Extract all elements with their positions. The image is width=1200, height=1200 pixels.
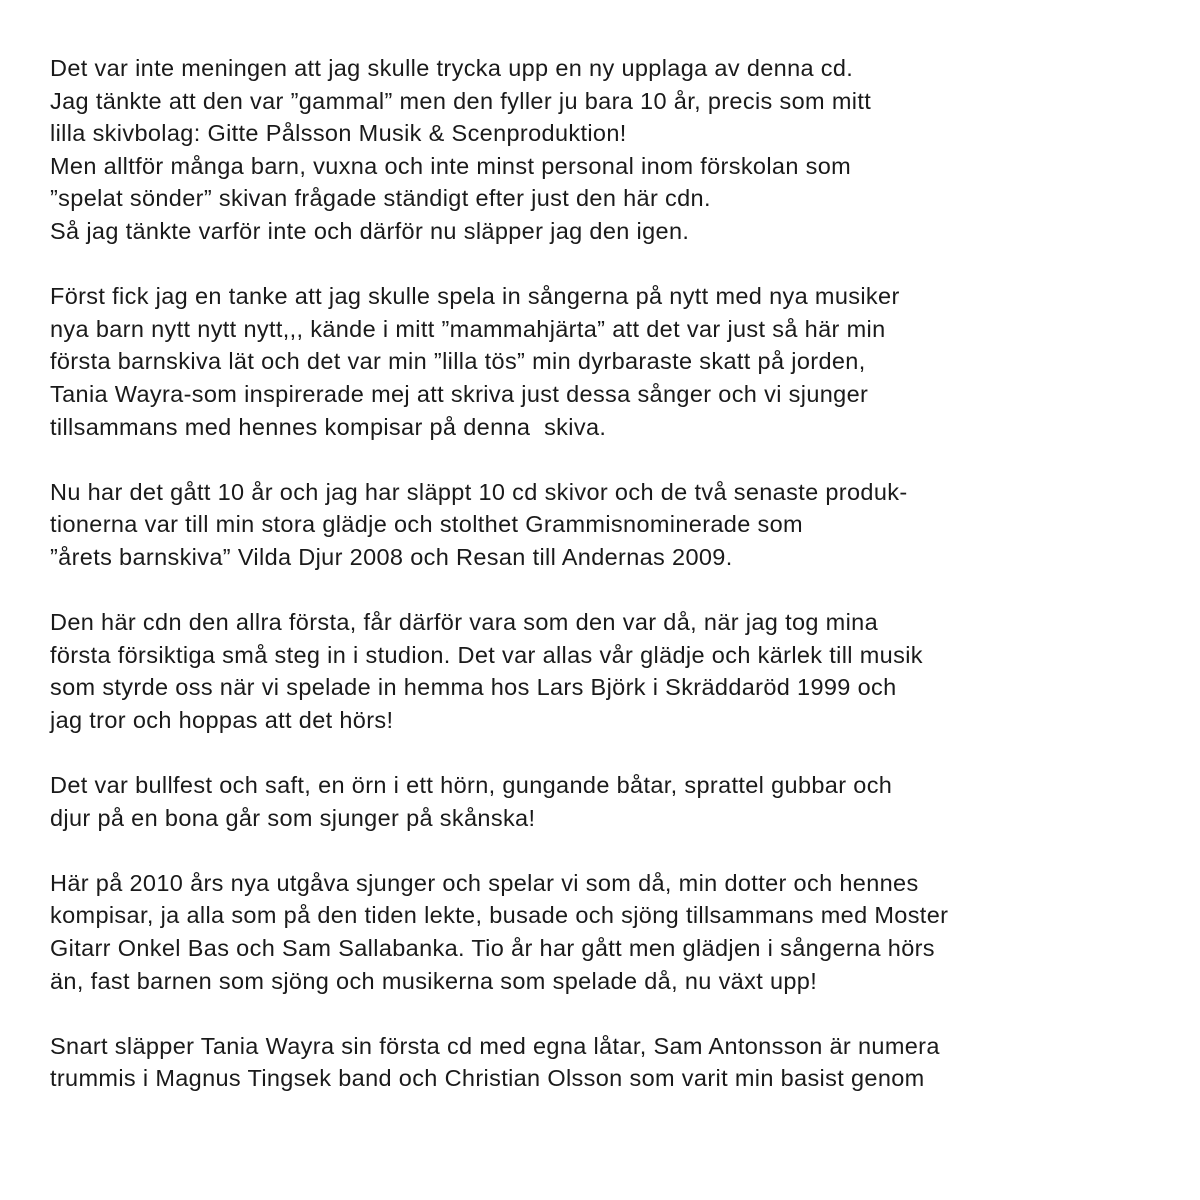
text-line: trummis i Magnus Tingsek band och Christian Olsson som varit min basist genom (50, 1065, 925, 1092)
paragraph-first-thought (50, 280, 1170, 443)
paragraph-2010-edition (50, 867, 1170, 997)
text-line: Den här cdn den allra första, får därför vara som den var då, när jag tog mina (50, 609, 879, 636)
text-line: Så jag tänkte varför inte och därför nu släpper jag den igen. (50, 217, 690, 244)
text-line: som styrde oss när vi spelade in hemma hos Lars Björk i Skräddaröd 1999 och (50, 674, 897, 701)
text-line: nya barn nytt nytt nytt,,, kände i mitt ”mammahjärta” att det var just så här min (50, 315, 886, 342)
text-line: jag tror och hoppas att det hörs! (50, 706, 394, 733)
text-line: ”spelat sönder” skivan frågade ständigt efter just den här cdn. (50, 185, 711, 212)
text-line: djur på en bona går som sjunger på skånska! (50, 804, 536, 831)
text-line: Men alltför många barn, vuxna och inte minst personal inom förskolan som (50, 152, 852, 179)
paragraph-bullfest (50, 769, 1170, 834)
text-line: Snart släpper Tania Wayra sin första cd med egna låtar, Sam Antonsson är numera (50, 1032, 940, 1059)
text-line: Tania Wayra-som inspirerade mej att skriva just dessa sånger och vi sjunger (50, 380, 869, 407)
text-line: Först fick jag en tanke att jag skulle spela in sångerna på nytt med nya musiker (50, 283, 900, 310)
text-line: Här på 2010 års nya utgåva sjunger och spelar vi som då, min dotter och hennes (50, 869, 919, 896)
text-line: tillsammans med hennes kompisar på denna skiva. (50, 413, 607, 440)
text-line: kompisar, ja alla som på den tiden lekte, busade och sjöng tillsammans med Moster (50, 902, 949, 929)
text-line: Det var bullfest och saft, en örn i ett hörn, gungande båtar, sprattel gubbar och (50, 772, 893, 799)
text-line: Nu har det gått 10 år och jag har släppt 10 cd skivor och de två senaste produk- (50, 478, 908, 505)
text-line: ”årets barnskiva” Vilda Djur 2008 och Resan till Andernas 2009. (50, 543, 733, 570)
paragraph-intro (50, 52, 1170, 248)
document-body (50, 52, 1170, 1128)
text-line: än, fast barnen som sjöng och musikerna som spelade då, nu växt upp! (50, 967, 818, 994)
text-line: lilla skivbolag: Gitte Pålsson Musik & Scenproduktion! (50, 120, 627, 147)
text-line: tionerna var till min stora glädje och stolthet Grammisnominerade som (50, 511, 803, 538)
text-line: första försiktiga små steg in i studion. Det var allas vår glädje och kärlek till musik (50, 641, 923, 668)
text-line: Det var inte meningen att jag skulle trycka upp en ny upplaga av denna cd. (50, 55, 854, 81)
paragraph-first-cd (50, 606, 1170, 736)
text-line: Jag tänkte att den var ”gammal” men den fyller ju bara 10 år, precis som mitt (50, 87, 872, 114)
text-line: första barnskiva lät och det var min ”lilla tös” min dyrbaraste skatt på jorden, (50, 348, 866, 375)
text-line: Gitarr Onkel Bas och Sam Sallabanka. Tio år har gått men glädjen i sångerna hörs (50, 935, 935, 962)
paragraph-ten-years (50, 476, 1170, 574)
paragraph-upcoming (50, 1030, 1170, 1095)
